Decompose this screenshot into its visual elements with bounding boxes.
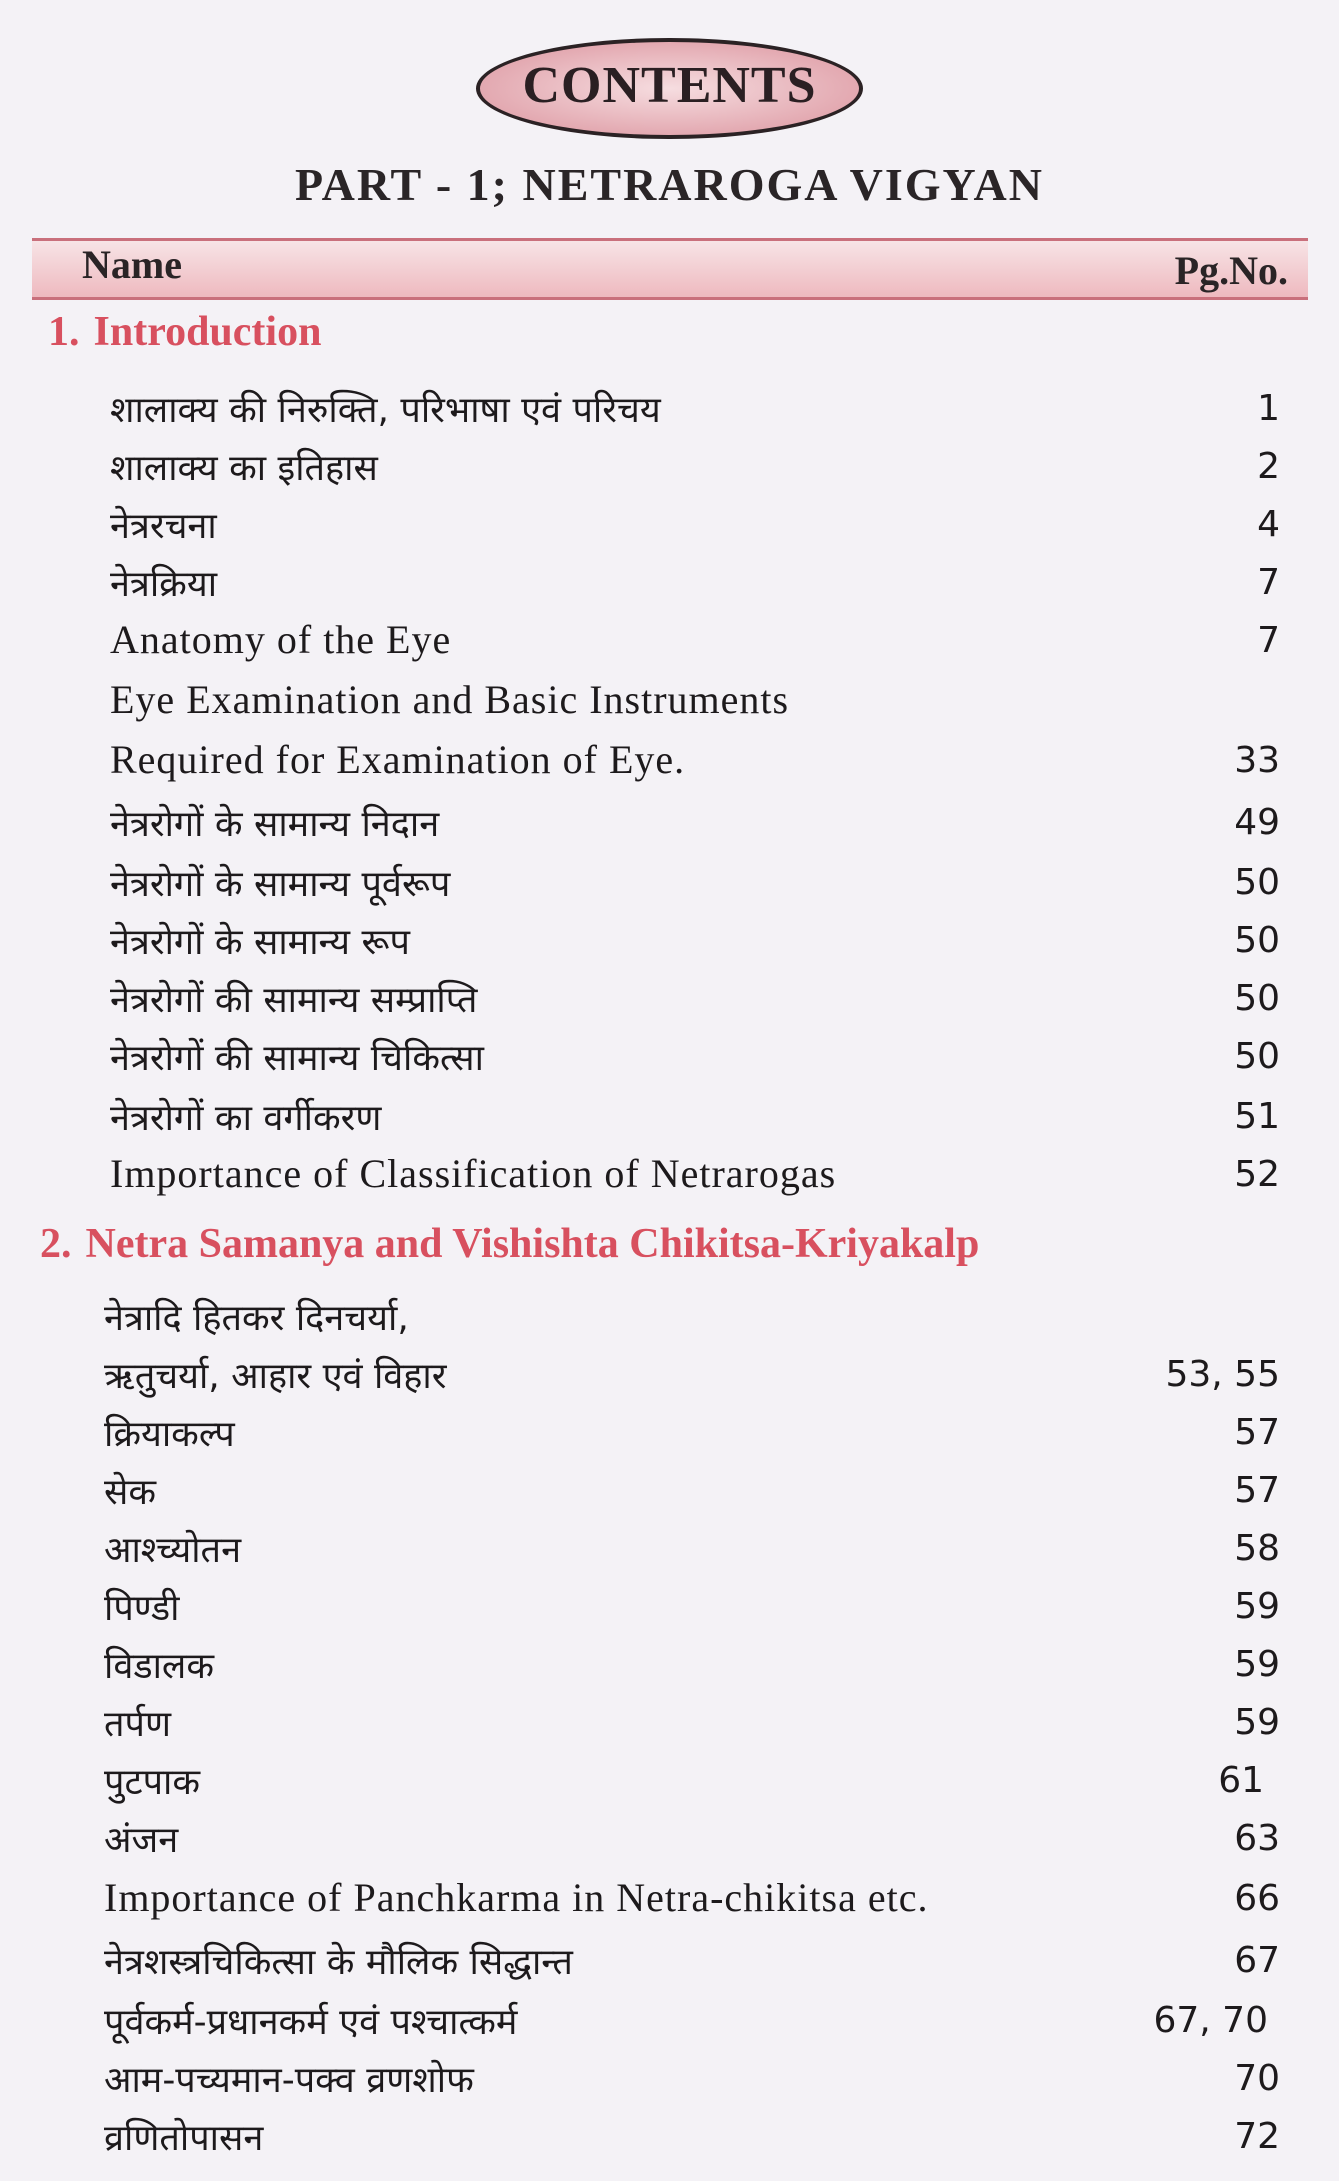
toc-entry[interactable] [110, 736, 1280, 792]
toc-entry[interactable] [104, 1582, 1280, 1638]
section-number: 1. [48, 309, 80, 355]
entry-page: 7 [1257, 562, 1280, 603]
entry-title: पूर्वकर्म-प्रधानकर्म एवं पश्चात्कर्म [104, 2002, 518, 2043]
entry-title: नेत्ररोगों की सामान्य सम्प्राप्ति [110, 980, 478, 1021]
section-heading [40, 1220, 979, 1268]
entry-title: Importance of Classification of Netrarogas [110, 1151, 837, 1196]
toc-entry[interactable] [110, 500, 1280, 556]
toc-entry[interactable] [104, 1996, 1268, 2052]
entry-title: Anatomy of the Eye [110, 617, 452, 662]
section-heading [48, 308, 321, 356]
entry-page: 59 [1234, 1586, 1280, 1627]
toc-entry[interactable] [110, 558, 1280, 614]
contents-title-wrap [0, 38, 1339, 139]
toc-entry[interactable] [104, 1350, 1280, 1406]
entry-title: पुटपाक [104, 1762, 201, 1803]
section-title: Introduction [93, 309, 322, 355]
entry-title: Required for Examination of Eye. [110, 737, 686, 782]
toc-entry[interactable] [104, 2112, 1280, 2168]
toc-entry[interactable] [104, 1936, 1280, 1992]
entry-page: 67 [1234, 1940, 1280, 1981]
entry-page: 59 [1234, 1702, 1280, 1743]
entry-page: 59 [1234, 1644, 1280, 1685]
toc-entry[interactable] [110, 676, 1280, 732]
entry-page: 50 [1234, 978, 1280, 1019]
entry-title: नेत्ररोगों के सामान्य रूप [110, 922, 410, 963]
toc-entry[interactable] [104, 1524, 1280, 1580]
entry-page: 57 [1234, 1412, 1280, 1453]
entry-page: 61 [1218, 1760, 1264, 1801]
entry-title: नेत्रादि हितकर दिनचर्या, [104, 1298, 409, 1339]
entry-page: 53, 55 [1165, 1354, 1280, 1395]
toc-entry[interactable] [110, 1032, 1280, 1088]
entry-page: 52 [1234, 1154, 1280, 1195]
column-header [32, 238, 1308, 300]
entry-title: नेत्ररोगों के सामान्य निदान [110, 804, 440, 845]
toc-entry[interactable] [110, 1150, 1280, 1206]
entry-page: 66 [1234, 1878, 1280, 1919]
entry-page: 72 [1234, 2116, 1280, 2157]
entry-page: 50 [1234, 1036, 1280, 1077]
entry-title: अंजन [104, 1820, 179, 1861]
entry-title: आम-पच्यमान-पक्व व्रणशोफ [104, 2060, 474, 2101]
entry-page: 63 [1234, 1818, 1280, 1859]
toc-entry[interactable] [110, 384, 1280, 440]
toc-entry[interactable] [110, 1092, 1280, 1148]
entry-page: 58 [1234, 1528, 1280, 1569]
entry-page: 49 [1234, 802, 1280, 843]
name-column-label: Name [82, 242, 182, 287]
entry-title: नेत्ररोगों का वर्गीकरण [110, 1098, 382, 1139]
entry-title: नेत्ररोगों के सामान्य पूर्वरूप [110, 864, 451, 905]
entry-page: 1 [1257, 388, 1280, 429]
toc-entry[interactable] [110, 616, 1280, 672]
toc-entry[interactable] [104, 1466, 1280, 1522]
toc-entry[interactable] [104, 1814, 1280, 1870]
toc-entry[interactable] [104, 1874, 1280, 1930]
entry-page: 51 [1234, 1096, 1280, 1137]
entry-page: 70 [1234, 2058, 1280, 2099]
toc-entry[interactable] [104, 1292, 1280, 1348]
section-title: Netra Samanya and Vishishta Chikitsa-Kriyakalp [85, 1221, 980, 1267]
toc-entry[interactable] [104, 1408, 1280, 1464]
entry-page: 2 [1257, 446, 1280, 487]
entry-page: 33 [1234, 740, 1280, 781]
toc-entry[interactable] [104, 1698, 1280, 1754]
toc-entry[interactable] [104, 1756, 1264, 1812]
toc-entry[interactable] [110, 858, 1280, 914]
entry-title: आश्च्योतन [104, 1530, 242, 1571]
entry-title: शालाक्य का इतिहास [110, 448, 378, 489]
toc-entry[interactable] [110, 442, 1280, 498]
entry-page: 50 [1234, 862, 1280, 903]
entry-title: तर्पण [104, 1704, 171, 1745]
entry-page: 4 [1257, 504, 1280, 545]
entry-page: 7 [1257, 620, 1280, 661]
entry-title: पिण्डी [104, 1588, 180, 1629]
entry-title: नेत्रक्रिया [110, 564, 218, 605]
entry-title: सेक [104, 1472, 156, 1513]
entry-page: 57 [1234, 1470, 1280, 1511]
entry-title: क्रियाकल्प [104, 1414, 235, 1455]
toc-entry[interactable] [104, 2054, 1280, 2110]
entry-title: नेत्ररचना [110, 506, 217, 547]
entry-title: ऋतुचर्या, आहार एवं विहार [104, 1356, 447, 1397]
entry-title: विडालक [104, 1646, 214, 1687]
entry-title: नेत्ररोगों की सामान्य चिकित्सा [110, 1038, 484, 1079]
toc-entry[interactable] [110, 974, 1280, 1030]
toc-entry[interactable] [104, 1640, 1280, 1696]
entry-title: नेत्रशस्त्रचिकित्सा के मौलिक सिद्धान्त [104, 1942, 573, 1983]
toc-entry[interactable] [110, 798, 1280, 854]
section-number: 2. [40, 1221, 72, 1267]
entry-title: Eye Examination and Basic Instruments [110, 677, 790, 722]
contents-title: CONTENTS [476, 38, 862, 139]
entry-title: Importance of Panchkarma in Netra-chikitsa etc. [104, 1875, 929, 1920]
part-title: PART - 1; NETRAROGA VIGYAN [295, 159, 1044, 210]
entry-page: 67, 70 [1153, 2000, 1268, 2041]
entry-title: व्रणितोपासन [104, 2118, 264, 2159]
toc-entry[interactable] [110, 916, 1280, 972]
page-column-label: Pg.No. [1174, 248, 1288, 293]
entry-page: 50 [1234, 920, 1280, 961]
entry-title: शालाक्य की निरुक्ति, परिभाषा एवं परिचय [110, 390, 661, 431]
